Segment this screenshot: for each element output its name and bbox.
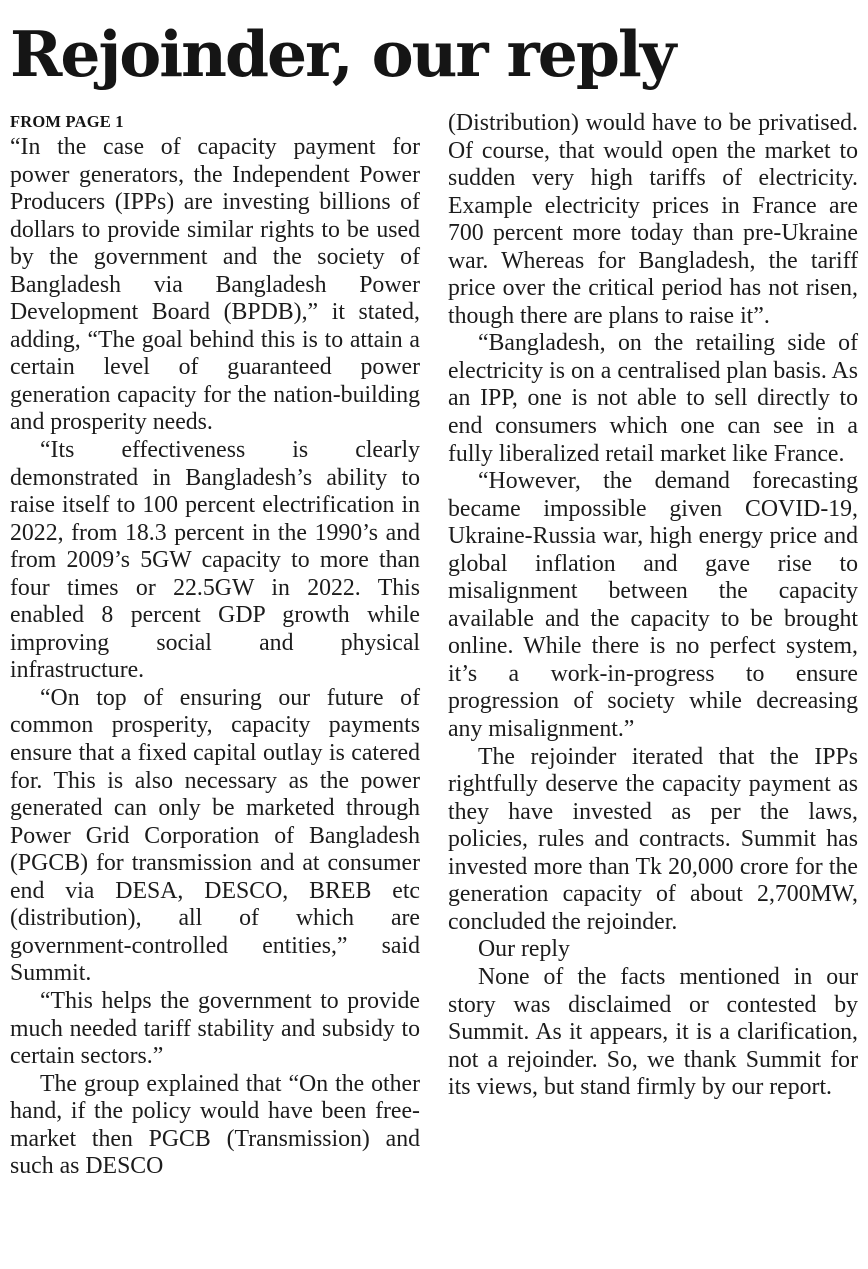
paragraph-capacity-payment: “In the case of capacity payment for power generators, the Independent Power Producers (IPPs) are investing billions of dollars to provide similar rights to be used by the government and the society of Bangladesh via Bangladesh Power Development Board (BPDB),” it stated, adding, “The goal behind this is to attain a certain level of guaranteed power generation capacity for the nation-building and prosperity needs.: [10, 134, 420, 436]
paragraph-demand-forecasting: “However, the demand forecasting became impossible given COVID-19, Ukraine-Russia war, high energy price and global inflation and gave rise to misalignment between the capacity available and the capacity to be brought online. While there is no perfect system, it’s a work-in-progress to ensure progression of society while decreasing any misalignment.”: [448, 468, 858, 743]
headline: Rejoinder, our reply: [10, 17, 675, 91]
paragraph-retailing: “Bangladesh, on the retailing side of electricity is on a centralised plan basis. As an IPP, one is not able to sell directly to end consumers which one can see in a fully liberalized retail market like France.: [448, 330, 858, 467]
right-column: [448, 110, 858, 1102]
kicker-from-page: FROM PAGE 1: [10, 112, 124, 131]
paragraph-effectiveness: “Its effectiveness is clearly demonstrated in Bangladesh’s ability to raise itself to 100 percent electrification in 2022, from 18.3 percent in the 1990’s and from 2009’s 5GW capacity to more than four times or 22.5GW in 2022. This enabled 8 percent GDP growth while improving social and physical infrastructure.: [10, 437, 420, 684]
subhead-our-reply: Our reply: [478, 936, 570, 963]
paragraph-our-reply: None of the facts mentioned in our story was disclaimed or contested by Summit. As it appears, it is a clarification, not a rejoinder. So, we thank Summit for its views, but stand firmly by our report.: [448, 963, 858, 1101]
left-column: [10, 110, 420, 1181]
paragraph-free-market: The group explained that “On the other hand, if the policy would have been free-market then PGCB (Transmission) and such as DESCO: [10, 1070, 420, 1180]
paragraph-common-prosperity: “On top of ensuring our future of common prosperity, capacity payments ensure that a fixed capital outlay is catered for. This is also necessary as the power generated can only be marketed through Power Grid Corporation of Bangladesh (PGCB) for transmission and at consumer end via DESA, DESCO, BREB etc (distribution), all of which are government-controlled entities,” said Summit.: [10, 684, 420, 987]
paragraph-privatised: (Distribution) would have to be privatised. Of course, that would open the market to sudden very high tariffs of electricity. Example electricity prices in France are 700 percent more today than pre-Ukraine war. Whereas for Bangladesh, the tariff price over the critical period has not risen, though there are plans to raise it”.: [448, 110, 858, 329]
paragraph-tariff-stability: “This helps the government to provide much needed tariff stability and subsidy to certain sectors.”: [10, 987, 420, 1070]
paragraph-rejoinder-iterated: The rejoinder iterated that the IPPs rightfully deserve the capacity payment as they have invested as per the laws, policies, rules and contracts. Summit has invested more than Tk 20,000 crore for the generation capacity of about 2,700MW, concluded the rejoinder.: [448, 743, 858, 935]
